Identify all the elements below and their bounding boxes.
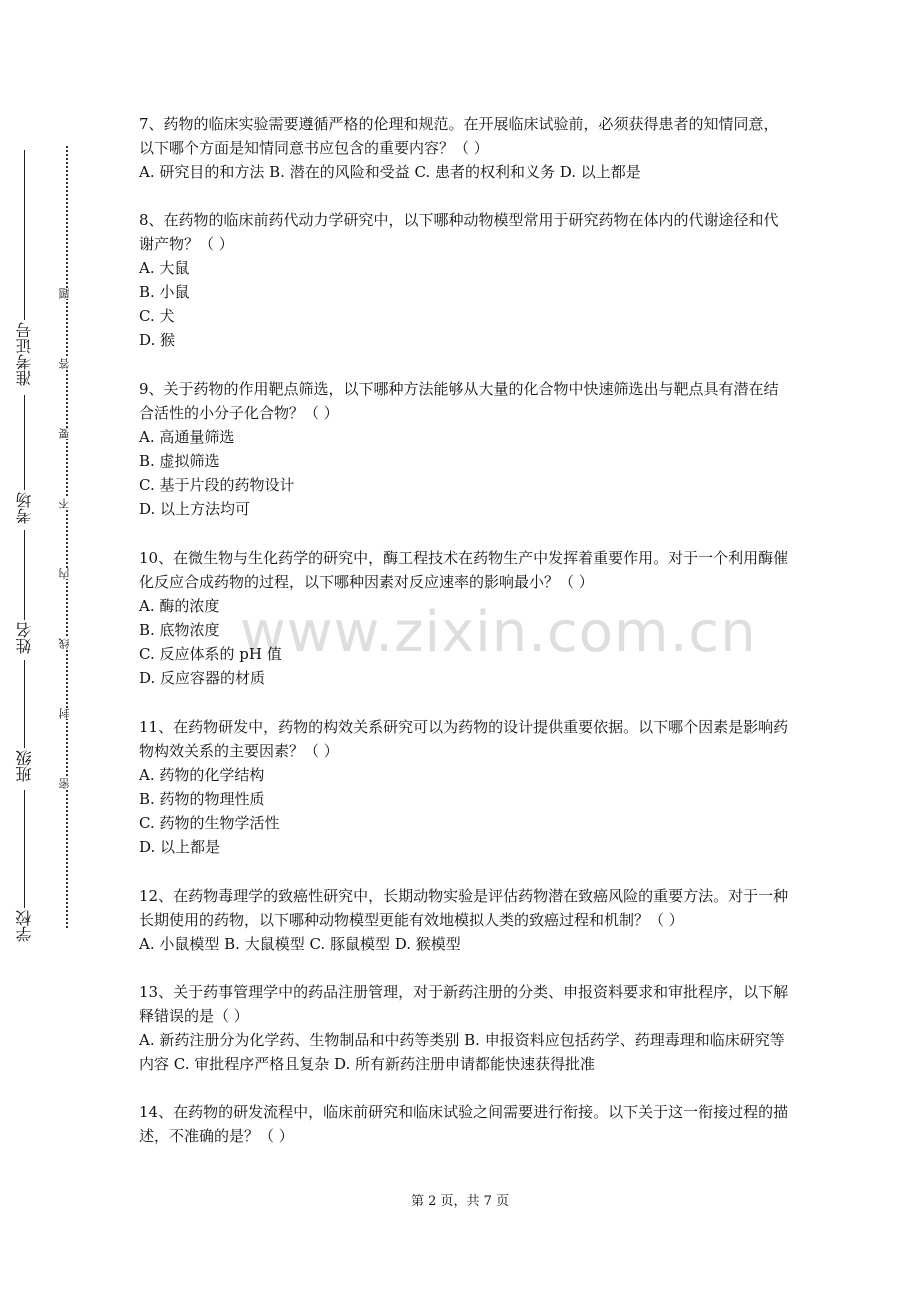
seal-char: 题: [59, 288, 75, 299]
seal-char: 不: [59, 498, 75, 509]
option-a: A. 大鼠: [139, 259, 190, 277]
option-c: C. 药物的生物学活性: [139, 814, 280, 832]
seal-char: 要: [59, 428, 75, 439]
seal-dotted-line: [66, 146, 68, 928]
option-d: D. 以上方法均可: [139, 500, 251, 518]
option-b: B. 底物浓度: [139, 621, 220, 639]
option-b: B. 虚拟筛选: [139, 452, 220, 470]
option-d: D. 反应容器的材质: [139, 669, 266, 687]
school-label: 学校: [15, 910, 34, 942]
room-line: [24, 395, 25, 490]
name-label: 姓名: [15, 622, 34, 654]
seal-char: 封: [59, 708, 75, 719]
watermark: www.zixin.com.cn: [240, 600, 757, 665]
room-label: 考场: [15, 492, 34, 524]
question-14: [139, 1100, 789, 1148]
question-13: [139, 980, 789, 1076]
question-stem: 12、在药物毒理学的致癌性研究中，长期动物实验是评估药物潜在致癌风险的重要方法。对于一种长期使用的药物，以下哪种动物模型更能有效地模拟人类的致癌过程和机制？（ ）: [139, 887, 789, 929]
option-c: C. 反应体系的 pH 值: [139, 645, 282, 663]
question-8: [139, 208, 789, 352]
question-9: [139, 377, 789, 521]
question-stem: 7、药物的临床实验需要遵循严格的伦理和规范。在开展临床试验前，必须获得患者的知情同意，以下哪个方面是知情同意书应包含的重要内容？（ ）: [139, 115, 779, 157]
option-d: D. 猴: [139, 331, 176, 349]
question-options: A. 小鼠模型 B. 大鼠模型 C. 豚鼠模型 D. 猴模型: [139, 935, 461, 953]
class-line: [24, 660, 25, 748]
option-c: C. 基于片段的药物设计: [139, 476, 295, 494]
school-line: [24, 790, 25, 908]
option-b: B. 小鼠: [139, 283, 190, 301]
option-a: A. 高通量筛选: [139, 428, 235, 446]
seal-char: 密: [59, 778, 75, 789]
exam-no-line: [24, 150, 25, 320]
page-footer: 第 2 页，共 7 页: [410, 1194, 510, 1209]
question-11: [139, 715, 789, 859]
option-d: D. 以上都是: [139, 838, 221, 856]
question-options: A. 新药注册分为化学药、生物制品和中药等类别 B. 申报资料应包括药学、药理毒理和临床研究等内容 C. 审批程序严格且复杂 D. 所有新药注册申请都能快速获得批准: [139, 1031, 785, 1073]
question-10: [139, 546, 789, 690]
seal-char: 线: [59, 638, 75, 649]
option-c: C. 犬: [139, 307, 175, 325]
name-line: [24, 530, 25, 620]
question-stem: 14、在药物的研发流程中，临床前研究和临床试验之间需要进行衔接。以下关于这一衔接过程的描述，不准确的是？（ ）: [139, 1103, 789, 1145]
question-12: [139, 884, 789, 956]
question-stem: 11、在药物研发中，药物的构效关系研究可以为药物的设计提供重要依据。以下哪个因素是影响药物构效关系的主要因素？（ ）: [139, 718, 789, 760]
question-options: A. 研究目的和方法 B. 潜在的风险和受益 C. 患者的权利和义务 D. 以上都是: [139, 163, 641, 181]
class-label: 班级: [15, 750, 34, 782]
seal-char: 内: [59, 568, 75, 579]
question-stem: 8、在药物的临床前药代动力学研究中，以下哪种动物模型常用于研究药物在体内的代谢途径和代谢产物？（ ）: [139, 211, 779, 253]
question-stem: 13、关于药事管理学中的药品注册管理，对于新药注册的分类、申报资料要求和审批程序，以下解释错误的是（ ）: [139, 983, 789, 1025]
seal-char: 答: [59, 358, 75, 369]
option-a: A. 药物的化学结构: [139, 766, 265, 784]
question-stem: 10、在微生物与生化药学的研究中，酶工程技术在药物生产中发挥着重要作用。对于一个利用酶催化反应合成药物的过程，以下哪种因素对反应速率的影响最小？（ ）: [139, 549, 789, 591]
option-b: B. 药物的物理性质: [139, 790, 265, 808]
exam-no-label: 准考证号: [15, 322, 34, 386]
option-a: A. 酶的浓度: [139, 597, 220, 615]
question-7: [139, 112, 789, 184]
question-stem: 9、关于药物的作用靶点筛选，以下哪种方法能够从大量的化合物中快速筛选出与靶点具有潜在结合活性的小分子化合物？（ ）: [139, 380, 779, 422]
